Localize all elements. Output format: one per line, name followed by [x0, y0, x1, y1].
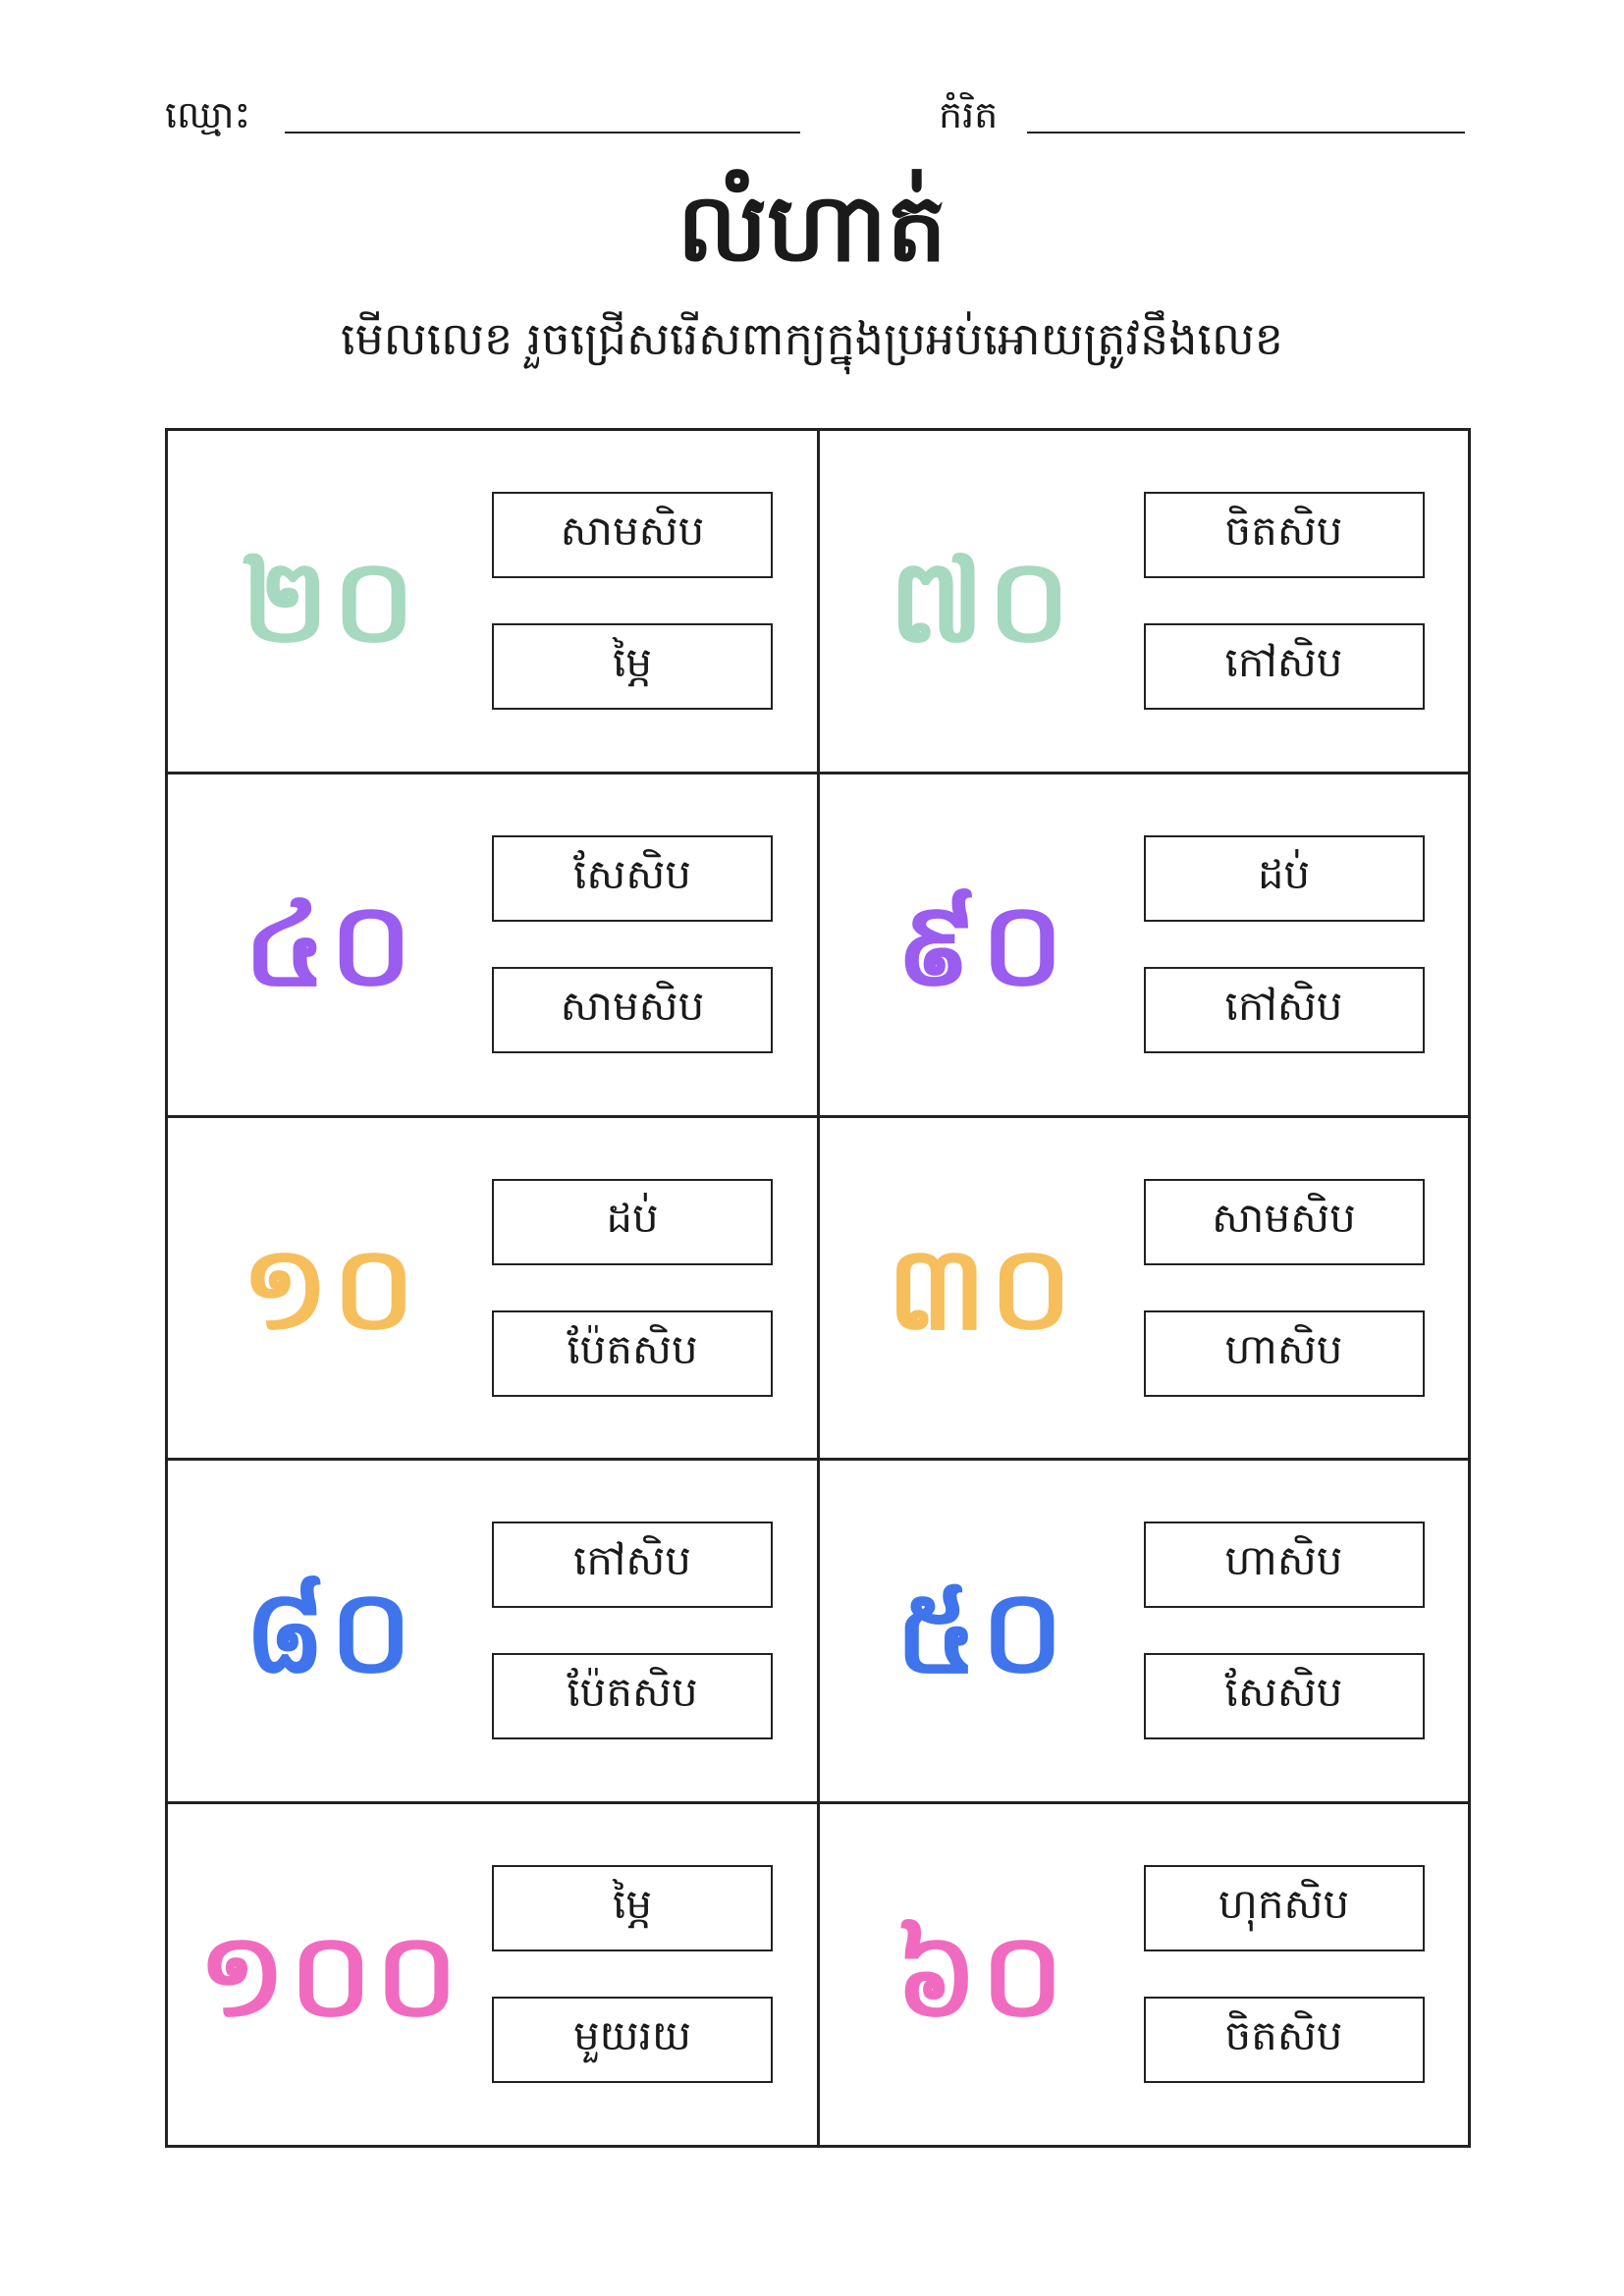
- name-label: ឈ្មោះ: [165, 93, 251, 136]
- numeral: ៤០: [244, 877, 416, 1013]
- choice-box[interactable]: មួយរយ: [492, 1997, 773, 2083]
- numeral: ៩០: [894, 877, 1068, 1013]
- choice-box[interactable]: សាមសិប: [1144, 1179, 1425, 1265]
- level-blank-line[interactable]: [1027, 132, 1465, 133]
- choice-box[interactable]: ហាសិប: [1144, 1522, 1425, 1608]
- level-label: កំរិត: [939, 93, 999, 136]
- numeral: ២០: [241, 533, 419, 669]
- choice-box[interactable]: ម្ភៃ: [492, 623, 773, 710]
- numeral: ៣០: [887, 1219, 1076, 1356]
- exercise-cell: [168, 1118, 820, 1462]
- choice-box[interactable]: ចិតសិប: [1144, 1997, 1425, 2083]
- exercise-cell: [168, 1461, 820, 1804]
- choice-box[interactable]: សែសិប: [1144, 1653, 1425, 1739]
- choice-box[interactable]: កៅសិប: [1144, 967, 1425, 1053]
- choice-box[interactable]: កៅសិប: [1144, 623, 1425, 710]
- choice-box[interactable]: ហាសិប: [1144, 1310, 1425, 1397]
- exercise-cell: [168, 431, 820, 774]
- choice-box[interactable]: ដប់: [492, 1179, 773, 1265]
- exercise-cell: [820, 1461, 1472, 1804]
- choice-box[interactable]: ប៉ែតសិប: [492, 1310, 773, 1397]
- numeral: ៥០: [894, 1563, 1068, 1699]
- choice-box[interactable]: ដប់: [1144, 835, 1425, 922]
- exercise-cell: [820, 431, 1472, 774]
- name-blank-line[interactable]: [285, 132, 800, 133]
- choice-box[interactable]: សែសិប: [492, 835, 773, 922]
- choice-box[interactable]: ប៉ែតសិប: [492, 1653, 773, 1739]
- page-title: លំហាត់: [677, 173, 947, 283]
- exercise-cell: [820, 1804, 1472, 2148]
- numeral: ៧០: [889, 533, 1074, 669]
- exercise-cell: [168, 1804, 820, 2148]
- choice-box[interactable]: ហុកសិប: [1144, 1865, 1425, 1951]
- choice-box[interactable]: សាមសិប: [492, 967, 773, 1053]
- choice-box[interactable]: កៅសិប: [492, 1522, 773, 1608]
- choice-box[interactable]: សាមសិប: [492, 492, 773, 578]
- numeral: ៨០: [244, 1563, 416, 1699]
- choice-box[interactable]: ម្ភៃ: [492, 1865, 773, 1951]
- exercise-cell: [820, 774, 1472, 1118]
- exercise-cell: [168, 774, 820, 1118]
- exercise-cell: [820, 1118, 1472, 1462]
- exercise-grid: [165, 428, 1471, 2148]
- numeral: ៦០: [894, 1906, 1068, 2043]
- choice-box[interactable]: ចិតសិប: [1144, 492, 1425, 578]
- instruction-text: មើលលេខ រួចជ្រើសរើសពាក្យក្នុងប្រអប់អោយត្រូវនឹងលេខ: [340, 312, 1283, 365]
- numeral: ១០: [241, 1219, 419, 1356]
- numeral: ១០០: [197, 1906, 462, 2043]
